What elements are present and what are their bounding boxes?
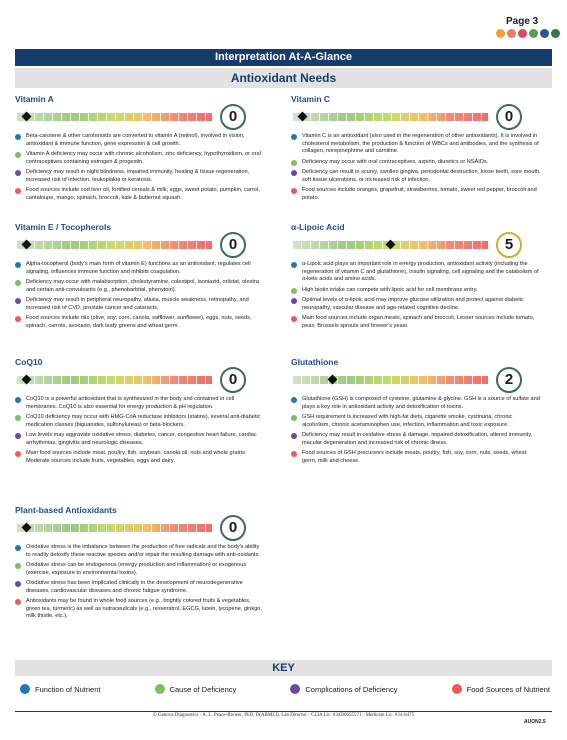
- point-food: [15, 598, 265, 621]
- point-text: Deficiency may result in oxidative stress & damage, impaired detoxification, altered immunity, macular degeneration and increased risk of chronic illness.: [302, 432, 533, 446]
- key-label: Function of Nutrient: [35, 684, 101, 694]
- gauge-bar: [17, 113, 212, 121]
- point-list: [15, 396, 265, 465]
- key-item-cause: [155, 684, 237, 694]
- point-function: [15, 133, 265, 148]
- point-food: [15, 187, 265, 202]
- point-food: [291, 187, 541, 202]
- point-text: Oxidative stress can be endogenous (energy production and inflammation) or exogenous (exercise, exposure to environmental toxins).: [26, 562, 247, 576]
- point-list: [15, 133, 265, 202]
- point-function: [291, 396, 541, 411]
- score-circle: 0: [220, 232, 246, 258]
- point-text: Food sources of GSH precursors include meats, poultry, fish, soy, corn, nuts, seeds, wheat germ, milk and cheese.: [302, 450, 527, 464]
- point-list: [291, 396, 541, 465]
- point-cause: [15, 151, 265, 166]
- point-food: [15, 450, 265, 465]
- point-text: Deficiency may result in night blindness, impaired immunity, healing & tissue regeneration, increased risk of infection, leukoplakia or keratosis.: [26, 169, 250, 183]
- cause-bullet-icon: [291, 288, 297, 294]
- complications-bullet-icon: [15, 581, 21, 587]
- point-complications: [291, 169, 541, 184]
- food-bullet-icon: [291, 188, 297, 194]
- key-legend: [20, 684, 550, 694]
- key-title: KEY: [15, 660, 552, 676]
- point-complications: [291, 432, 541, 447]
- food-bullet-icon: [291, 451, 297, 457]
- nutrient-title: α-Lipoic Acid: [291, 222, 345, 232]
- cause-bullet-icon: [15, 280, 21, 286]
- point-cause: [291, 287, 541, 295]
- function-bullet-icon: [291, 397, 297, 403]
- point-text: α-Lipoic acid plays an important role in energy production, antioxidant activity (including the regeneration of vitamin C and glutathione), insulin signaling, cell signaling and the catabolism of α-keto acids and amino acids.: [302, 261, 539, 282]
- nutrient-title: CoQ10: [15, 357, 43, 367]
- point-text: CoQ10 deficiency may occur with HMG-CoA reductase inhibitors (statins), several anti-diabetic medication classes (biguanides, sulfonylureas) or beta-blockers.: [26, 414, 261, 428]
- nutrient-block-vitamin-e: [15, 222, 265, 333]
- point-complications: [291, 297, 541, 312]
- point-complications: [15, 169, 265, 184]
- point-list: [291, 133, 541, 202]
- point-complications: [15, 580, 265, 595]
- function-bullet-icon: [15, 545, 21, 551]
- point-function: [15, 396, 265, 411]
- section-title: Antioxidant Needs: [15, 68, 552, 88]
- point-food: [291, 315, 541, 330]
- point-text: Food sources include oranges, grapefruit, strawberries, tomato, sweet red pepper, broccoli and potato.: [302, 187, 537, 201]
- complications-bullet-icon: [291, 298, 297, 304]
- key-label: Complications of Deficiency: [305, 684, 398, 694]
- complications-bullet-icon: [15, 433, 21, 439]
- function-bullet-icon: [20, 684, 30, 694]
- point-function: [291, 133, 541, 156]
- point-cause: [15, 414, 265, 429]
- score-circle: 5: [496, 232, 522, 258]
- nutrient-title: Vitamin A: [15, 94, 54, 104]
- brand-dots: [496, 29, 560, 38]
- risk-gauge: [291, 367, 541, 393]
- key-item-function: [20, 684, 100, 694]
- point-cause: [291, 414, 541, 429]
- score-circle: 0: [220, 104, 246, 130]
- food-bullet-icon: [15, 451, 21, 457]
- point-text: Food sources include cod liver oil, fortified cereals & milk, eggs, sweet potato, pumpkin, carrot, cantaloupe, mango, spinach, broccoli, kale & butternut squash.: [26, 187, 260, 201]
- gauge-bar: [293, 376, 488, 384]
- complications-bullet-icon: [291, 170, 297, 176]
- nutrient-title: Plant-based Antioxidants: [15, 505, 117, 515]
- cause-bullet-icon: [155, 684, 165, 694]
- risk-gauge: [15, 104, 265, 130]
- cause-bullet-icon: [15, 563, 21, 569]
- brand-dot: [529, 29, 538, 38]
- nutrient-block-vitamin-a: [15, 94, 265, 205]
- page-banner: Interpretation At-A-Glance: [15, 49, 552, 66]
- brand-dot: [551, 29, 560, 38]
- function-bullet-icon: [15, 262, 21, 268]
- brand-dot: [518, 29, 527, 38]
- nutrient-block-glutathione: [291, 357, 541, 468]
- point-complications: [15, 432, 265, 447]
- point-text: Oxidative stress is the imbalance between the production of free radicals and the body's ability to readily detoxify these reactive species and/or repair the resulting damage with anti-oxidants.: [26, 544, 260, 558]
- point-text: Deficiency may occur with malabsorption, cholestyramine, colestipol, isoniazid, orlistat, olestra and certain anti-convulsants (e.g., phenobarbital, phenytoin).: [26, 279, 259, 293]
- point-text: Deficiency may occur with oral contraceptives, aspirin, diuretics or NSAIDs.: [302, 158, 489, 165]
- nutrient-block-coq10: [15, 357, 265, 468]
- food-bullet-icon: [452, 684, 462, 694]
- point-function: [15, 544, 265, 559]
- point-list: [15, 544, 265, 621]
- form-code: AUON2.5: [524, 719, 546, 725]
- point-cause: [291, 159, 541, 167]
- food-bullet-icon: [15, 188, 21, 194]
- cause-bullet-icon: [291, 415, 297, 421]
- gauge-bar: [17, 241, 212, 249]
- nutrient-title: Glutathione: [291, 357, 339, 367]
- point-function: [15, 261, 265, 276]
- nutrient-title: Vitamin E / Tocopherols: [15, 222, 112, 232]
- point-food: [15, 315, 265, 330]
- point-text: Vitamin A deficiency may occur with chronic alcoholism, zinc deficiency, hypothyroidism, or oral contraceptives containing estrogen & progestin.: [26, 151, 261, 165]
- point-food: [291, 450, 541, 465]
- food-bullet-icon: [15, 599, 21, 605]
- function-bullet-icon: [291, 134, 297, 140]
- point-text: Main food sources include organ meats, spinach and broccoli. Lesser sources include tomato, peas, Brussels sprouts and brewer's yeast.: [302, 315, 535, 329]
- point-text: Alpha-tocopherol (body's main form of vitamin E) functions as an antioxidant, regulates cell signaling, influences immune function and inhibits coagulation.: [26, 261, 251, 275]
- key-item-food: [452, 684, 550, 694]
- point-list: [15, 261, 265, 330]
- risk-gauge: [291, 232, 541, 258]
- point-text: Beta-carotene & other carotenoids are converted to vitamin A (retinol), involved in vision, antioxidant & immune function, gene expression & cell growth.: [26, 133, 245, 147]
- point-text: Glutathione (GSH) is composed of cysteine, glutamine & glycine. GSH is a source of sulfate and plays a key role in antioxidant activity and detoxification of toxins.: [302, 396, 540, 410]
- complications-bullet-icon: [15, 298, 21, 304]
- point-text: Deficiency can result in scurvy, swollen gingiva, periodontal destruction, loose teeth, sore mouth, soft tissue ulcerations, or increased risk of infection.: [302, 169, 541, 183]
- cause-bullet-icon: [15, 152, 21, 158]
- point-function: [291, 261, 541, 284]
- risk-gauge: [15, 515, 265, 541]
- food-bullet-icon: [15, 316, 21, 322]
- gauge-bar: [293, 113, 488, 121]
- point-text: Optimal levels of α-lipoic acid may improve glucose utilization and protect against diabetic neuropathy, vascular disease and age-related cognitive decline.: [302, 297, 524, 311]
- nutrient-block-plant-based-antioxidants: [15, 505, 265, 624]
- nutrient-title: Vitamin C: [291, 94, 331, 104]
- complications-bullet-icon: [290, 684, 300, 694]
- footer-divider: [15, 711, 552, 712]
- function-bullet-icon: [291, 262, 297, 268]
- risk-gauge: [291, 104, 541, 130]
- brand-dot: [507, 29, 516, 38]
- point-text: Main food sources include meat, poultry, fish, soybean, canola oil, nuts and whole grains. Moderate sources include fruits, vegetables, eggs and dairy.: [26, 450, 247, 464]
- key-item-complications: [290, 684, 397, 694]
- complications-bullet-icon: [291, 433, 297, 439]
- risk-gauge: [15, 232, 265, 258]
- point-text: Antioxidants may be found in whole food sources (e.g., brightly colored fruits & vegetables, green tea, turmeric) as well as nutraceuticals (e.g., resveratrol, EGCG, lutein, lycopene, ginkgo, milk thistle, etc.).: [26, 598, 262, 619]
- point-text: Deficiency may result in peripheral neuropathy, ataxia, muscle weakness, retinopathy, and increased risk of CVD, prostate cancer and cataracts.: [26, 297, 249, 311]
- gauge-bar: [17, 376, 212, 384]
- cause-bullet-icon: [291, 160, 297, 166]
- score-circle: 0: [220, 367, 246, 393]
- nutrient-block-alpha-lipoic-acid: [291, 222, 541, 333]
- page-number: Page 3: [506, 16, 539, 27]
- point-text: Vitamin C is an antioxidant (also used in the regeneration of other antioxidants). It is involved in cholesterol metabolism, the production & function of WBCs and antibodies, and the synthesis of collagen, norepinephrine and carnitine.: [302, 133, 539, 154]
- gauge-bar: [17, 524, 212, 532]
- key-label: Cause of Deficiency: [169, 684, 237, 694]
- footer-text: © Genova Diagnostics · A. L. Peace-Brewer, PhD, D(ABMLI), Lab Director · CLIA Lic. #34D0655571 · Medicare Lic. #34-8475: [152, 713, 415, 718]
- point-text: GSH requirement is increased with high-fat diets, cigarette smoke, cystinuria, chronic alcoholism, chronic acetaminophen use, infection, inflammation and toxic exposure.: [302, 414, 513, 428]
- point-cause: [15, 279, 265, 294]
- score-circle: 2: [496, 367, 522, 393]
- risk-gauge: [15, 367, 265, 393]
- point-cause: [15, 562, 265, 577]
- brand-dot: [540, 29, 549, 38]
- key-label: Food Sources of Nutrient: [466, 684, 550, 694]
- point-text: Food sources include oils (olive, soy, corn, canola, safflower, sunflower), eggs, nuts, seeds, spinach, carrots, avocado, dark leafy greens and wheat germ.: [26, 315, 252, 329]
- point-text: Oxidative stress has been implicated clinically in the development of neurodegenerative diseases, cardiovascular diseases and chronic fatigue syndrome.: [26, 580, 243, 594]
- nutrient-block-vitamin-c: [291, 94, 541, 205]
- point-list: [291, 261, 541, 330]
- complications-bullet-icon: [15, 170, 21, 176]
- brand-dot: [496, 29, 505, 38]
- point-text: High biotin intake can compete with lipoic acid for cell membrane entry.: [302, 286, 478, 293]
- function-bullet-icon: [15, 397, 21, 403]
- score-circle: 0: [496, 104, 522, 130]
- function-bullet-icon: [15, 134, 21, 140]
- point-complications: [15, 297, 265, 312]
- cause-bullet-icon: [15, 415, 21, 421]
- score-circle: 0: [220, 515, 246, 541]
- point-text: Low levels may aggravate oxidative stress, diabetes, cancer, congestive heart failure, cardiac arrhythmias, gingivitis and neurologic diseases.: [26, 432, 257, 446]
- point-text: CoQ10 is a powerful antioxidant that is synthesized in the body and contained in cell membranes. CoQ10 is also essential for energy production & pH regulation.: [26, 396, 235, 410]
- food-bullet-icon: [291, 316, 297, 322]
